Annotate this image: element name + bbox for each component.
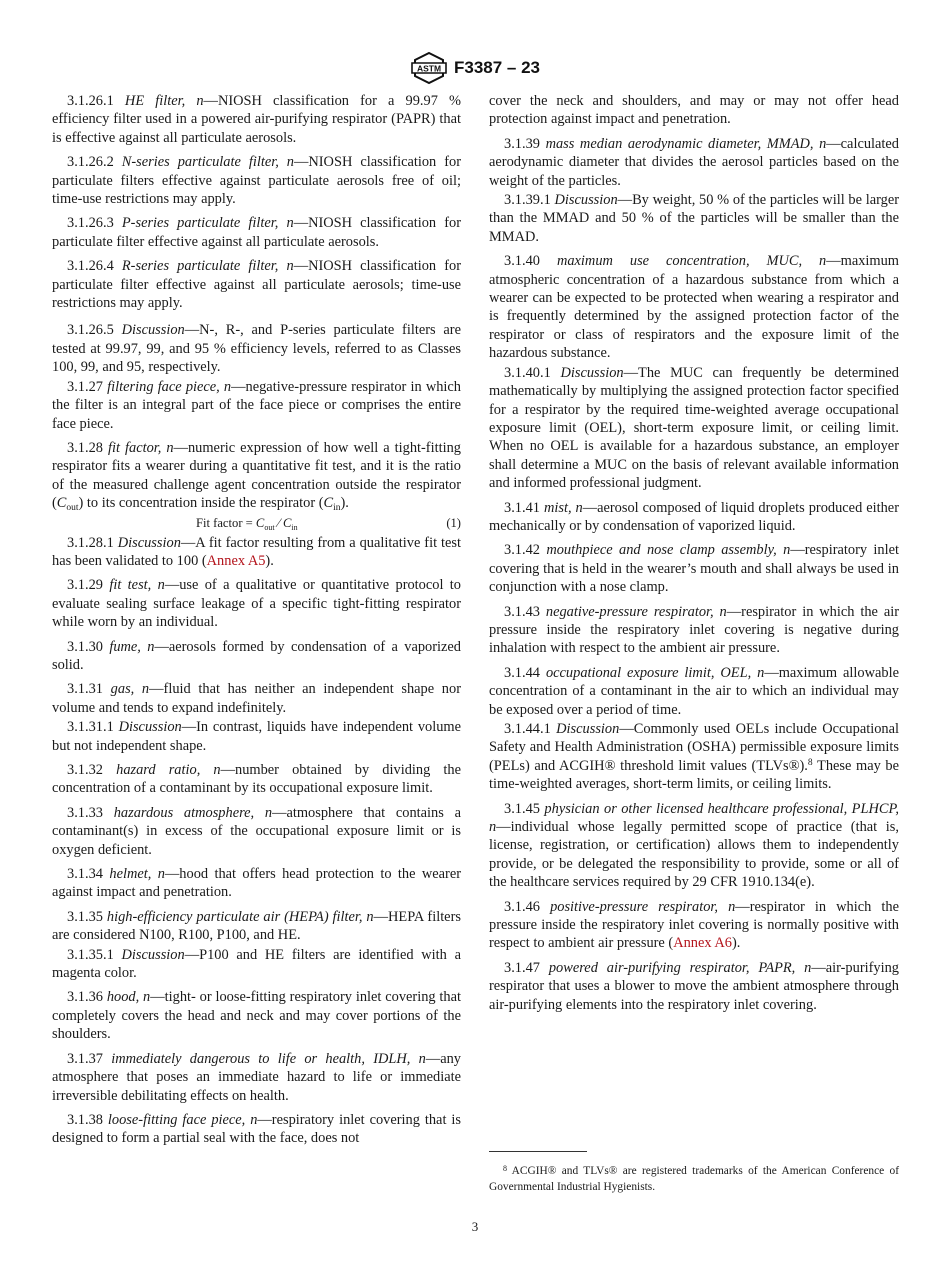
footnote-text: ACGIH® and TLVs® are registered trademarks of the American Conference of Governmental Industrial Hygienists. — [489, 1165, 899, 1193]
discussion-3-1-35-1: 3.1.35.1 Discussion—P100 and HE filters are identified with a magenta color. — [52, 946, 461, 982]
definition-3-1-41: 3.1.41 mist, n—aerosol composed of liquid droplets produced either mechanically or by condensation of vaporized liquid. — [489, 499, 899, 534]
definition-3-1-30: 3.1.30 fume, n—aerosols formed by condensation of a vaporized solid. — [52, 638, 461, 673]
definition-3-1-29: 3.1.29 fit test, n—use of a qualitative or quantitative protocol to evaluate sealing surface leakage of a specific tight-fitting respirator while worn by an individual. — [52, 577, 461, 631]
definition-3-1-33: 3.1.33 hazardous atmosphere, n—atmosphere that contains a contaminant(s) in excess of the occupational exposure limit or is oxygen deficient. — [52, 804, 461, 858]
definition-3-1-36: 3.1.36 hood, n—tight- or loose-fitting respiratory inlet covering that completely covers the head and neck and may cover portions of the shoulders. — [52, 989, 462, 1043]
discussion-3-1-40-1: 3.1.40.1 Discussion—The MUC can frequently be determined mathematically by multiplying the assigned protection factor specified for a respirator by the required time-weighted average occupational exposure limit (OEL), short-term exposure limit, or ceiling limit. When no OEL is available for a hazardous substance, an employer shall determine a MUC on the basis of relevant available information and informed professional judgment. — [489, 364, 899, 492]
page-number: 3 — [471, 1219, 479, 1234]
definition-3-1-26-1: 3.1.26.1 HE filter, n—NIOSH classification for a 99.97 % efficiency filter used in a powered air-purifying respirator (PAPR) that is effective against all particulate aerosols. — [52, 93, 462, 146]
standard-designation: F3387 – 23 — [453, 58, 540, 77]
definition-3-1-37: 3.1.37 immediately dangerous to life or health, IDLH, n—any atmosphere that poses an immediate hazard to life or immediate irreversible debilitating effects on health. — [52, 1050, 461, 1104]
footnote-8 — [489, 1161, 899, 1195]
definition-3-1-34: 3.1.34 helmet, n—hood that offers head protection to the wearer against impact and penetration. — [52, 866, 462, 901]
discussion-3-1-31-1: 3.1.31.1 Discussion—In contrast, liquids have independent volume but not independent shape. — [52, 719, 461, 754]
discussion-3-1-39-1: 3.1.39.1 Discussion—By weight, 50 % of the particles will be larger than the MMAD and 50 % of the particles will be smaller than the MMAD. — [489, 192, 899, 245]
definition-3-1-43: 3.1.43 negative-pressure respirator, n—respirator in which the air pressure inside the respiratory inlet covering is negative during inhalation with respect to the ambient air pressure. — [489, 603, 900, 657]
definition-3-1-39: 3.1.39 mass median aerodynamic diameter, MMAD, n—calculated aerodynamic diameter that divides the aerosol particles based on the weight of the particles. — [489, 135, 899, 189]
definition-3-1-35: 3.1.35 high-efficiency particulate air (HEPA) filter, n—HEPA filters are considered N100, R100, P100, and HE. — [52, 908, 461, 944]
discussion-3-1-44-1: 3.1.44.1 Discussion—Commonly used OELs include Occupational Safety and Health Administration (OSHA) permissible exposure limits (PELs) and ACGIH® threshold limit values (TLVs®).$^8$ These may be time-weighted averages, short-term limits, or ceiling limits. — [489, 721, 899, 793]
astm-logo-icon — [410, 51, 448, 85]
definition-3-1-28: 3.1.28 fit factor, n—numeric expression of how well a tight-fitting respirator fits a wearer during a quantitative fit test, and it is the ratio of the measured challenge agent concentration outside the respirator $(C_{out})$ to its concentration inside the respirator $(C_{in})$. — [52, 439, 461, 514]
right-column — [489, 92, 899, 1020]
definition-3-1-47: 3.1.47 powered air-purifying respirator, PAPR, n—air-purifying respirator that uses a blower to move the ambient atmosphere through air-purifying elements into the respiratory inlet covering. — [489, 959, 899, 1013]
footnote-divider — [489, 1151, 587, 1152]
equation-number: (1) — [446, 515, 461, 530]
definition-3-1-44: 3.1.44 occupational exposure limit, OEL, n—maximum allowable concentration of a contaminant in the air to which an individual may be exposed over a period of time. — [489, 664, 899, 718]
definition-3-1-26-4: 3.1.26.4 R-series particulate filter, n—NIOSH classification for particulate filter effective against all particulate aerosols; time-use restrictions may apply. — [52, 258, 461, 312]
annex-a6-link[interactable]: Annex A6 — [673, 935, 732, 952]
definition-3-1-26-3: 3.1.26.3 P-series particulate filter, n—NIOSH classification for particulate filter effective against all particulate aerosols. — [52, 215, 461, 250]
definition-3-1-45: 3.1.45 physician or other licensed healthcare professional, PLHCP, n—individual whose legally permitted scope of practice (that is, license, registration, or certification) allows them to independently provide, or be delegated the responsibility to provide, some or all of the healthcare services required by 29 CFR 1910.134(e). — [489, 800, 899, 891]
definition-3-1-38: 3.1.38 loose-fitting face piece, n—respiratory inlet covering that is designed to form a partial seal with the face, does not — [52, 1111, 461, 1147]
definition-3-1-26-2: 3.1.26.2 N-series particulate filter, n—NIOSH classification for particulate filters effective against particulate aerosols free of oil; time-use restrictions may apply. — [52, 154, 461, 208]
logo-lettering: ASTM — [416, 63, 442, 74]
definition-3-1-38-continued: cover the neck and shoulders, and may or may not offer head protection against impact and penetration. — [489, 93, 899, 128]
left-column — [52, 92, 461, 1154]
definition-3-1-46: 3.1.46 positive-pressure respirator, n—respirator in which the pressure inside the respiratory inlet covering is normally positive with respect to ambient air pressure (Annex A6). — [489, 898, 899, 952]
footnote-marker: 8 — [503, 1164, 507, 1173]
annex-a5-link[interactable]: Annex A5 — [206, 552, 266, 569]
discussion-3-1-28-1: 3.1.28.1 Discussion—A fit factor resulting from a qualitative fit test has been validated to 100 (Annex A5). — [52, 534, 461, 569]
definition-3-1-31: 3.1.31 gas, n—fluid that has neither an independent shape nor volume and tends to expand indefinitely. — [52, 681, 461, 716]
definition-3-1-32: 3.1.32 hazard ratio, n—number obtained by dividing the concentration of a contaminant by its occupational exposure limit. — [52, 762, 461, 797]
page-header — [0, 50, 950, 86]
discussion-3-1-26-5: 3.1.26.5 Discussion—N-, R-, and P-series particulate filters are tested at 99.97, 99, and 95 % efficiency levels, referred to as Classes 100, 99, and 95, respectively. — [52, 322, 461, 376]
definition-3-1-40: 3.1.40 maximum use concentration, MUC, n—maximum atmospheric concentration of a hazardous substance from which a wearer can be expected to be protected when wearing a respirator and is frequently determined by the assigned protection factor of the respirator or class of respirators and the exposure limit of the hazardous substance. — [489, 253, 899, 362]
definition-3-1-27: 3.1.27 filtering face piece, n—negative-pressure respirator in which the filter is an integral part of the face piece or comprises the entire face piece. — [52, 378, 462, 432]
definition-3-1-42: 3.1.42 mouthpiece and nose clamp assembly, n—respiratory inlet covering that is held in the wearer’s mouth and shall always be used in conjunction with a nose clamp. — [489, 542, 899, 596]
equation-1: Fit factor = $C_{out}$ ⁄ $C_{in}$ (1) — [196, 515, 461, 532]
footnote-ref-8[interactable]: 8 — [807, 757, 813, 768]
